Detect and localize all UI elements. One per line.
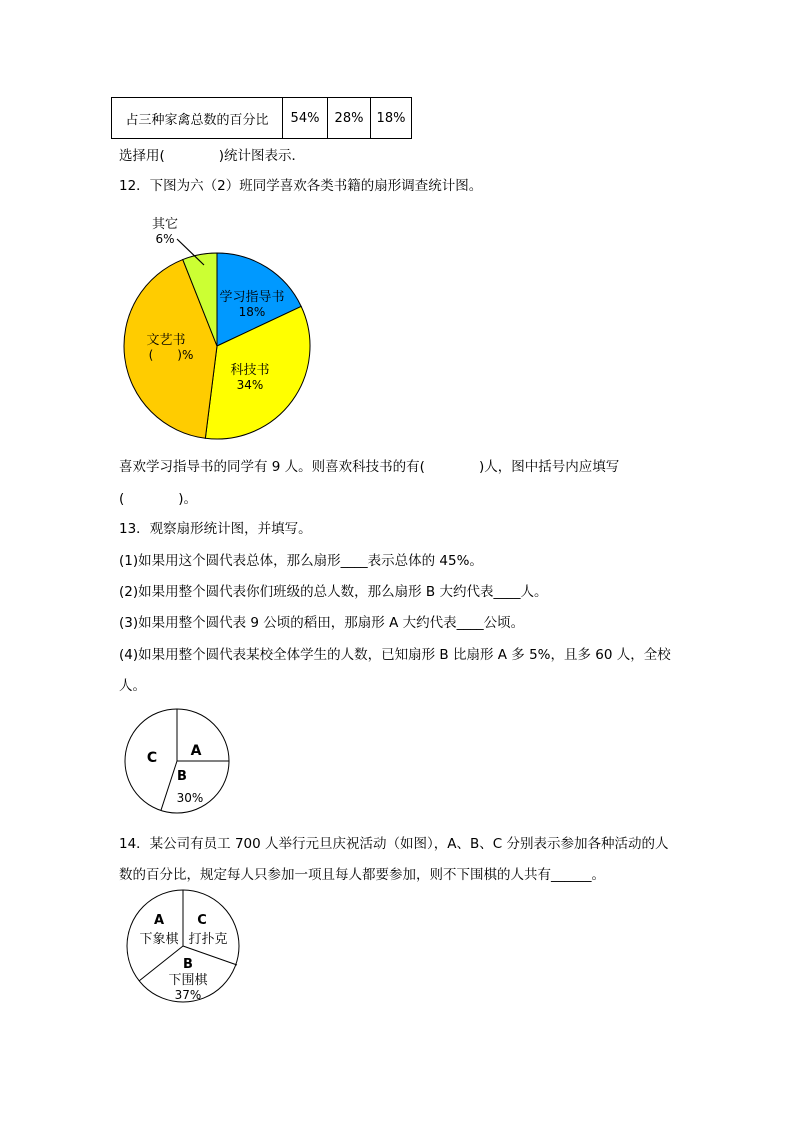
q13-part4-line2: 人。	[119, 678, 146, 694]
slice-label-b: B	[183, 957, 193, 972]
slice-value-b: 30%	[176, 791, 204, 805]
abc-pie-chart	[120, 708, 236, 814]
table-row	[112, 98, 412, 139]
table-row-label: 占三种家禽总数的百分比	[112, 98, 283, 139]
slice-value-study-guide: 18%	[238, 305, 266, 319]
q13-part1: (1)如果用这个圆代表总体，那么扇形____表示总体的 45%。	[119, 553, 483, 569]
slice-label-c: C	[146, 750, 158, 766]
table-cell: 28%	[328, 98, 371, 139]
q12-question-line1: 喜欢学习指导书的同学有 9 人。则喜欢科技书的有( )人，图中括号内应填写	[119, 459, 620, 475]
q14-line2: 数的百分比，规定每人只参加一项且每人都要参加，则不下围棋的人共有______。	[119, 867, 605, 883]
q13-stem: 13．观察扇形统计图，并填写。	[119, 521, 312, 537]
activities-pie-chart	[126, 888, 244, 1006]
slice-label-b: B	[177, 769, 187, 784]
slice-sublabel-b: 下围棋	[168, 973, 208, 988]
slice-label-c: C	[197, 913, 207, 928]
q13-part2: (2)如果用整个圆代表你们班级的总人数，那么扇形 B 大约代表____人。	[119, 584, 548, 600]
slice-label-a: A	[153, 913, 165, 928]
books-pie-chart	[116, 208, 316, 440]
q13-part4-line1: (4)如果用整个圆代表某校全体学生的人数，已知扇形 B 比扇形 A 多 5%，且多 60 人，全校	[119, 647, 671, 663]
slice-label-study-guide: 学习指导书	[219, 290, 285, 305]
table-cell: 54%	[283, 98, 328, 139]
slice-label-science: 科技书	[230, 363, 270, 378]
slice-value-science: 34%	[236, 378, 264, 392]
q14-line1: 14．某公司有员工 700 人举行元旦庆祝活动（如图），A、B、C 分别表示参加各种活动的人	[119, 836, 669, 852]
slice-sublabel-a: 下象棋	[139, 932, 179, 947]
q11-tail: 选择用( )统计图表示．	[119, 148, 306, 164]
slice-label-a: A	[190, 743, 202, 759]
q13-part3: (3)如果用整个圆代表 9 公顷的稻田，那扇形 A 大约代表____公顷。	[119, 615, 525, 631]
table-cell: 18%	[371, 98, 412, 139]
poultry-percent-table	[111, 97, 412, 139]
q12-stem: 12．下图为六（2）班同学喜欢各类书籍的扇形调查统计图。	[119, 178, 483, 194]
slice-value-b: 37%	[174, 988, 202, 1002]
slice-label-literature: 文艺书	[146, 333, 186, 348]
slice-sublabel-c: 打扑克	[188, 932, 228, 947]
q12-question-line2: ( )。	[119, 491, 198, 507]
slice-value-literature: ( )%	[148, 348, 194, 362]
slice-label-other: 其它	[151, 217, 179, 232]
slice-value-other: 6%	[155, 232, 175, 246]
